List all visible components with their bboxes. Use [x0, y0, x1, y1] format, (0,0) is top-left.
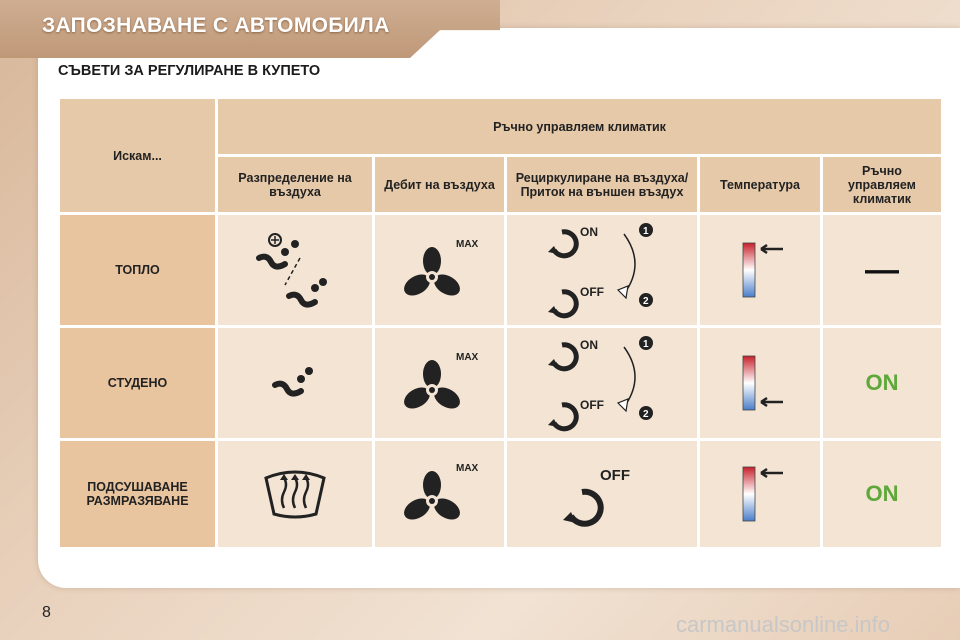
on-label: ON: [580, 225, 598, 239]
temperature-gauge-icon: [725, 348, 795, 418]
windscreen-defrost-icon: [260, 464, 330, 524]
column-header: Ръчно управляем климатик: [823, 157, 941, 212]
step-1-label: 1: [643, 339, 649, 350]
ac-value: ON: [823, 441, 941, 547]
column-header: Рециркулиране на въздуха/Приток на външен въздух: [507, 157, 697, 212]
ac-value: —: [823, 215, 941, 325]
step-2-label: 2: [643, 296, 649, 307]
fan-cell: [375, 441, 504, 547]
column-header: Дебит на въздуха: [375, 157, 504, 212]
fan-max-icon: [400, 348, 480, 418]
face-vent-icon: [265, 363, 325, 403]
ac-value: ON: [823, 328, 941, 438]
temperature-gauge-icon: [725, 459, 795, 529]
table-row: [60, 215, 941, 325]
max-label: MAX: [455, 352, 478, 363]
row-label: ПОДСУШАВАНЕ РАЗМРАЗЯВАНЕ: [60, 441, 215, 547]
group-header: Ръчно управляем климатик: [218, 99, 941, 154]
step-1-label: 1: [643, 226, 649, 237]
row-label: ТОПЛО: [60, 215, 215, 325]
fan-cell: [375, 328, 504, 438]
temperature-cell: [700, 215, 820, 325]
recirculation-cell: [507, 215, 697, 325]
fan-cell: [375, 215, 504, 325]
corner-header: Искам...: [60, 99, 215, 212]
off-label: OFF: [600, 467, 630, 484]
recirculation-icon: [542, 333, 662, 433]
row-label: СТУДЕНО: [60, 328, 215, 438]
page-title: ЗАПОЗНАВАНЕ С АВТОМОБИЛА: [42, 14, 390, 37]
off-label: OFF: [580, 398, 604, 412]
fan-max-icon: [400, 459, 480, 529]
section-subtitle: СЪВЕТИ ЗА РЕГУЛИРАНЕ В КУПЕТО: [58, 63, 321, 79]
air-distribution-cell: [218, 441, 372, 547]
max-label: MAX: [455, 463, 478, 474]
off-label: OFF: [580, 285, 604, 299]
page-number: 8: [42, 604, 51, 621]
table-row: [60, 328, 941, 438]
air-distribution-cell: [218, 328, 372, 438]
temperature-cell: [700, 328, 820, 438]
table-row: [60, 441, 941, 547]
recirculation-icon: [552, 454, 652, 534]
recirculation-icon: [542, 220, 662, 320]
temperature-cell: [700, 441, 820, 547]
column-header: Температура: [700, 157, 820, 212]
recirculation-cell: [507, 441, 697, 547]
column-header: Разпределение на въздуха: [218, 157, 372, 212]
watermark: carmanualsonline.info: [676, 612, 891, 637]
air-distribution-cell: [218, 215, 372, 325]
on-label: ON: [580, 338, 598, 352]
climate-settings-table: [57, 96, 944, 550]
step-2-label: 2: [643, 409, 649, 420]
fan-max-icon: [400, 235, 480, 305]
air-distribution-icon: [245, 230, 345, 310]
recirculation-cell: [507, 328, 697, 438]
max-label: MAX: [455, 239, 478, 250]
temperature-gauge-icon: [725, 235, 795, 305]
